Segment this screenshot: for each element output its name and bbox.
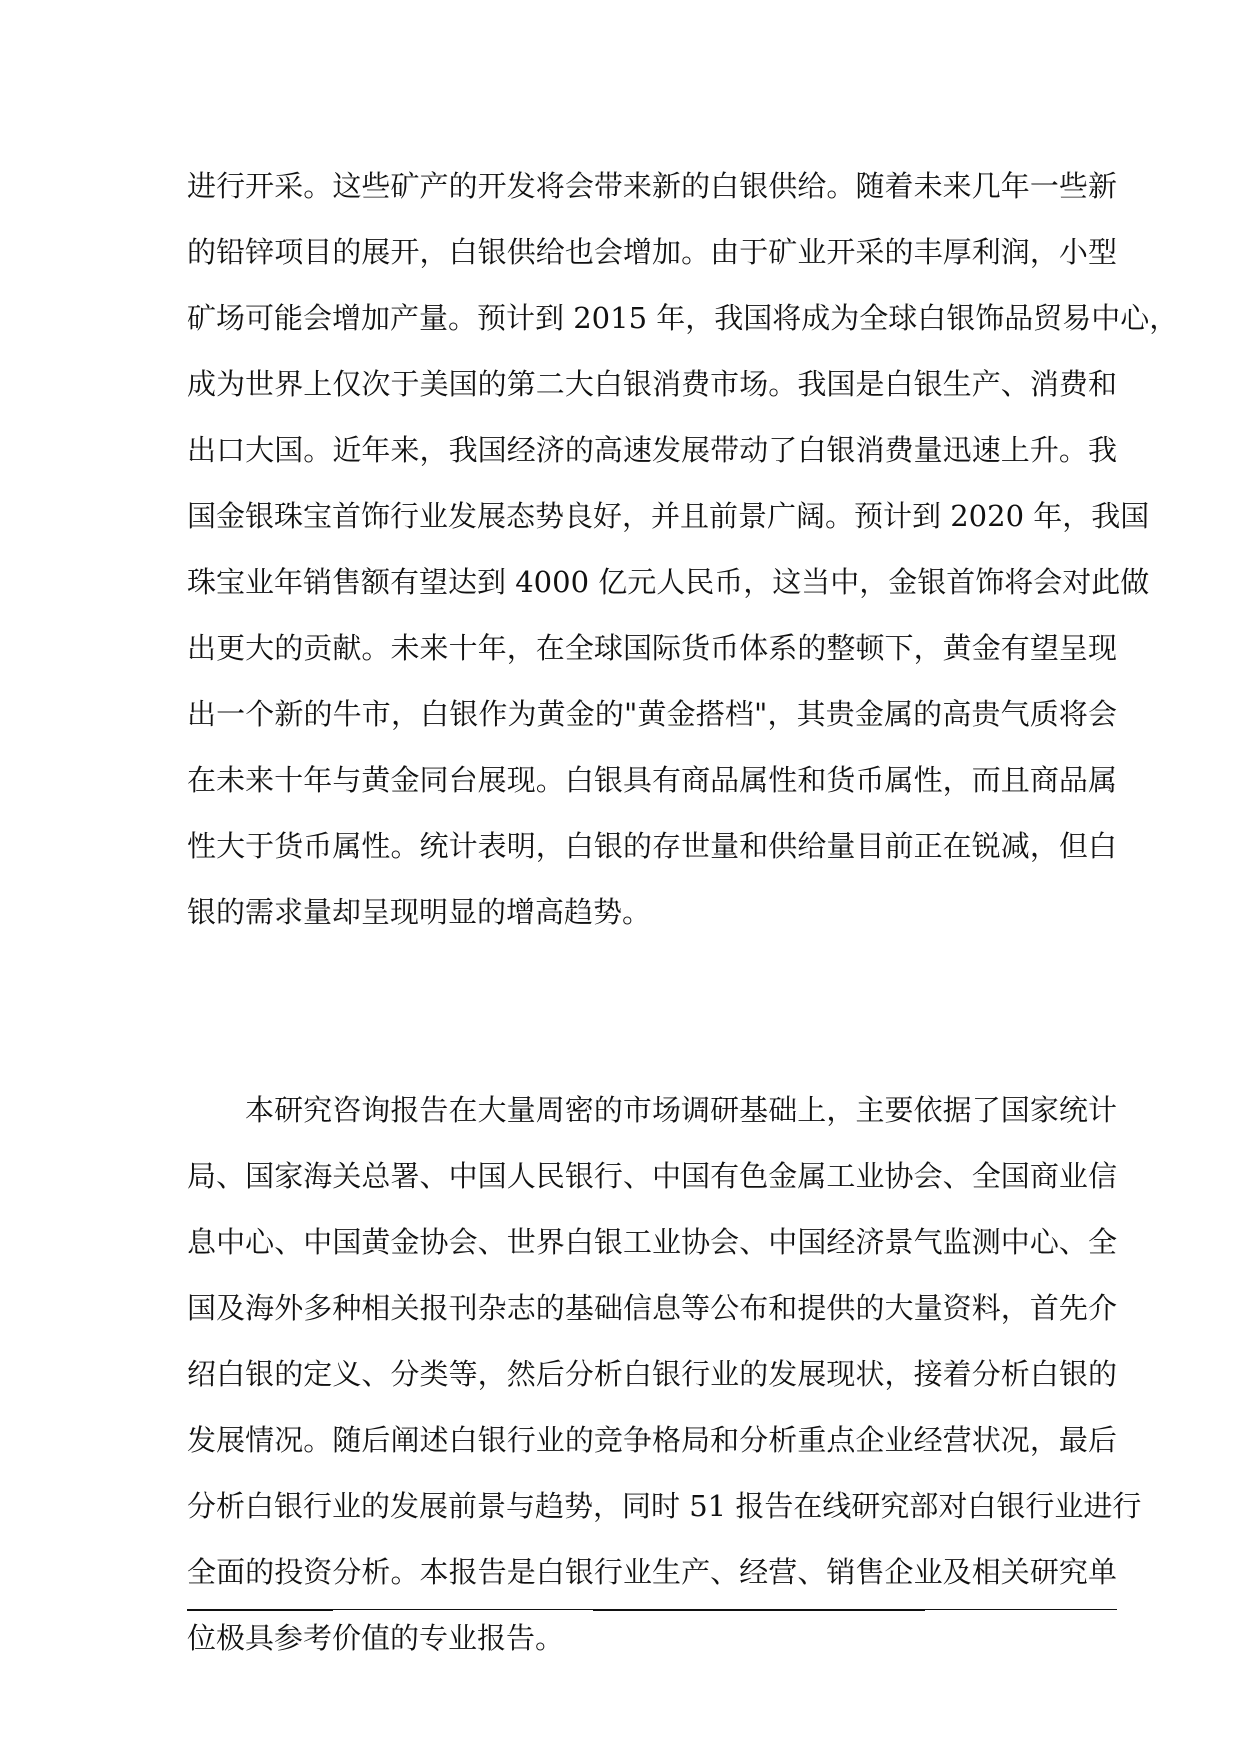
paragraph-line: 发展情况。随后阐述白银行业的竞争格局和分析重点企业经营状况，最后 [187, 1423, 1117, 1457]
paragraph-line: 出一个新的牛市，白银作为黄金的"黄金搭档"，其贵金属的高贵气质将会 [187, 697, 1117, 731]
paragraph-line: 国及海外多种相关报刊杂志的基础信息等公布和提供的大量资料，首先介 [187, 1291, 1117, 1325]
paragraph-line: 出口大国。近年来，我国经济的高速发展带动了白银消费量迅速上升。我 [187, 433, 1117, 467]
footer-rule-segment [925, 1609, 1117, 1610]
footer-rule-segment [187, 1609, 333, 1611]
paragraph-line: 国金银珠宝首饰行业发展态势良好，并且前景广阔。预计到 2020 年，我国 [187, 499, 1150, 533]
paragraph-line: 全面的投资分析。本报告是白银行业生产、经营、销售企业及相关研究单 [187, 1555, 1117, 1589]
paragraph-line: 绍白银的定义、分类等，然后分析白银行业的发展现状，接着分析白银的 [187, 1357, 1117, 1391]
paragraph-line: 进行开采。这些矿产的开发将会带来新的白银供给。随着未来几年一些新 [187, 169, 1117, 203]
paragraph-line: 的铅锌项目的展开，白银供给也会增加。由于矿业开采的丰厚利润，小型 [187, 235, 1117, 269]
paragraph-line: 位极具参考价值的专业报告。 [187, 1621, 565, 1655]
paragraph-line: 矿场可能会增加产量。预计到 2015 年，我国将成为全球白银饰品贸易中心， [187, 301, 1179, 335]
paragraph-line: 本研究咨询报告在大量周密的市场调研基础上，主要依据了国家统计 [245, 1093, 1117, 1127]
paragraph-silver-supply [187, 153, 1179, 945]
paragraph-line: 成为世界上仅次于美国的第二大白银消费市场。我国是白银生产、消费和 [187, 367, 1117, 401]
paragraph-report-overview [187, 1077, 1142, 1671]
paragraph-line: 银的需求量却呈现明显的增高趋势。 [187, 895, 652, 929]
document-page [187, 153, 1179, 1671]
paragraph-line: 局、国家海关总署、中国人民银行、中国有色金属工业协会、全国商业信 [187, 1159, 1117, 1193]
paragraph-line: 息中心、中国黄金协会、世界白银工业协会、中国经济景气监测中心、全 [187, 1225, 1117, 1259]
footer-rule [187, 1609, 1117, 1612]
paragraph-line: 珠宝业年销售额有望达到 4000 亿元人民币，这当中，金银首饰将会对此做 [187, 565, 1150, 599]
paragraph-line: 分析白银行业的发展前景与趋势，同时 51 报告在线研究部对白银行业进行 [187, 1489, 1142, 1523]
paragraph-spacer [187, 945, 1117, 1077]
paragraph-line: 出更大的贡献。未来十年，在全球国际货币体系的整顿下，黄金有望呈现 [187, 631, 1117, 665]
paragraph-line: 在未来十年与黄金同台展现。白银具有商品属性和货币属性，而且商品属 [187, 763, 1117, 797]
footer-rule-segment [593, 1609, 925, 1611]
paragraph-line: 性大于货币属性。统计表明，白银的存世量和供给量目前正在锐减，但白 [187, 829, 1117, 863]
